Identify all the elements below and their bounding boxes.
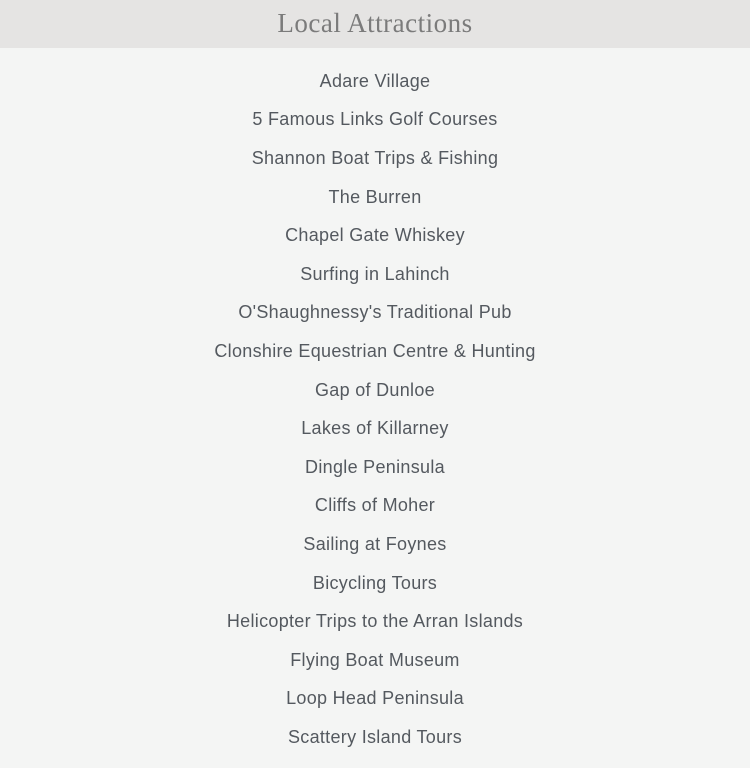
- attraction-item: Lakes of Killarney: [301, 418, 449, 439]
- attraction-item: Surfing in Lahinch: [300, 263, 450, 284]
- attraction-item: Clonshire Equestrian Centre & Hunting: [214, 340, 536, 361]
- attraction-item: Scattery Island Tours: [287, 726, 463, 747]
- attractions-section: [0, 48, 750, 757]
- attraction-item: Chapel Gate Whiskey: [285, 225, 465, 246]
- section-title: Local Attractions: [277, 7, 473, 38]
- attraction-item: Dingle Peninsula: [305, 456, 445, 477]
- attraction-item: Shannon Boat Trips & Fishing: [251, 147, 499, 168]
- attraction-item: Flying Boat Museum: [290, 649, 460, 670]
- attraction-item: Gap of Dunloe: [315, 379, 435, 400]
- section-header: [0, 0, 750, 48]
- attraction-item: 5 Famous Links Golf Courses: [252, 109, 498, 130]
- attraction-item: Loop Head Peninsula: [286, 688, 464, 709]
- attraction-item: The Burren: [328, 186, 422, 207]
- attraction-item: Bicycling Tours: [312, 572, 438, 593]
- attraction-item: Adare Village: [319, 70, 431, 91]
- attraction-item: Helicopter Trips to the Arran Islands: [226, 611, 524, 632]
- attraction-item: Cliffs of Moher: [314, 495, 436, 516]
- attraction-item: O'Shaughnessy's Traditional Pub: [238, 302, 512, 323]
- attractions-list: [0, 48, 750, 757]
- attraction-item: Sailing at Foynes: [303, 533, 447, 554]
